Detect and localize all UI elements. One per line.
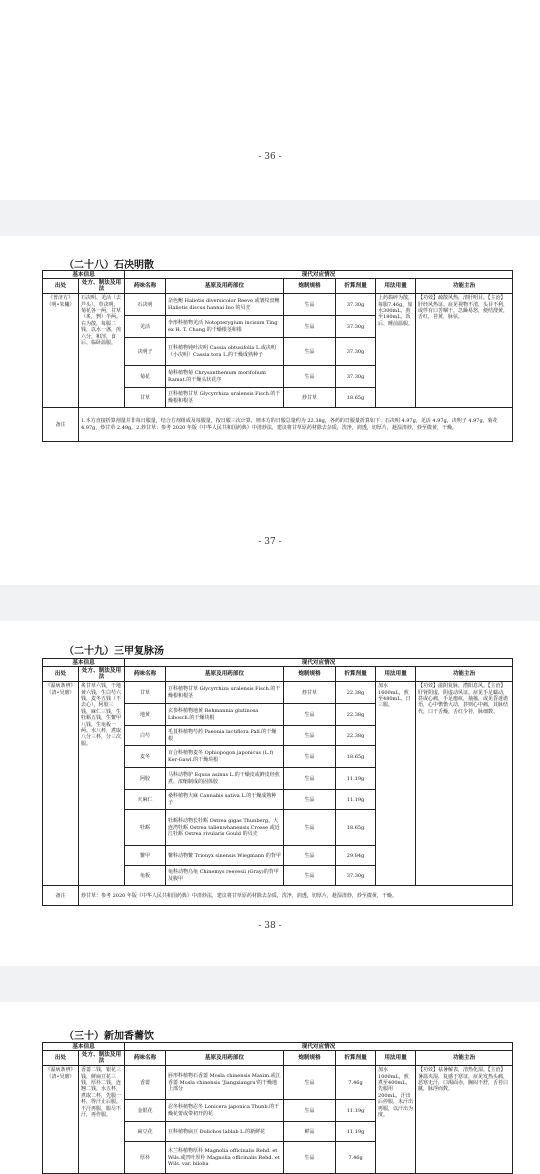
prescription-cell: 香薷二钱，银花三钱，鲜扁豆花三钱，厚朴二钱，连翘二钱。水五杯，煮取二杯，先服一杯，得汗止后服。不汗再服，服尽不汗，再作服。: [79, 1066, 125, 1174]
herb-origin: 鳖科动物鳖 Trionyx sinensis Wiegmann 的背甲: [166, 846, 284, 866]
herb-name: 金银花: [125, 1100, 166, 1122]
herb-origin: 豆科植物甘草 Glycyrrhiza uralensis Fisch.的干燥根和根茎: [166, 388, 284, 408]
herb-dose: 18.65g: [336, 810, 376, 846]
col-header: 基原及用药部位: [166, 279, 284, 294]
col-header: 炮制规格: [284, 279, 336, 294]
table-row: [43, 682, 513, 704]
col-header: 炮制规格: [284, 1051, 336, 1066]
herb-dose: 11.19g: [336, 790, 376, 810]
herb-origin: 豆科植物扁豆 Dolichos lablab L.的新鲜花: [166, 1122, 284, 1142]
herb-dose: 22.38g: [336, 704, 376, 726]
herb-name: 香薷: [125, 1066, 166, 1100]
herb-name: 菊花: [125, 366, 166, 388]
herb-processing: 生品: [284, 768, 336, 790]
herb-name: 甘草: [125, 682, 166, 704]
herb-processing: 炒甘草: [284, 682, 336, 704]
herb-origin: 菊科植物菊 Chrysanthemum morifolium Ramat.的干燥头状花序: [166, 366, 284, 388]
herb-origin: 豆科植物钝叶决明 Cassia obtusifolia L.或决明（小决明）Cassia tora L.的干燥成熟种子: [166, 338, 284, 366]
col-header: 出处: [43, 1051, 79, 1066]
herb-processing: 生品: [284, 704, 336, 726]
herb-origin: 伞形科植物羌活 Notopterygium incisum Ting ex H. T. Chang 的干燥根茎和根: [166, 316, 284, 338]
page-number: - 36 -: [258, 152, 282, 162]
page-number: - 37 -: [258, 537, 282, 547]
herb-processing: 生品: [284, 366, 336, 388]
herb-dose: 37.30g: [336, 294, 376, 316]
herb-name: 鳖甲: [125, 846, 166, 866]
herb-processing: 生品: [284, 846, 336, 866]
herb-dose: 7.46g: [336, 1066, 376, 1100]
herb-dose: 29.84g: [336, 846, 376, 866]
herb-processing: 生品: [284, 316, 336, 338]
herb-name: 地黄: [125, 704, 166, 726]
herb-origin: 龟科动物乌龟 Chinemys reevesii (Gray)的背甲及腹甲: [166, 866, 284, 886]
header-basic: 基本信息: [43, 1043, 125, 1051]
usage-cell: 加水1000mL，煎煮至400mL，先服用200mL，汗出后停服，未汗出再服，以汗出为度。: [376, 1066, 416, 1174]
notes-label: 备注: [43, 886, 79, 906]
herb-name: 甘草: [125, 388, 166, 408]
page-gap: [0, 966, 540, 1002]
column-headers: [43, 667, 513, 682]
herb-origin: 毛茛科植物芍药 Paeonia lactiflora Pall.的干燥根: [166, 726, 284, 746]
herb-processing: 生品: [284, 866, 336, 886]
herb-origin: 木兰科植物厚朴 Magnolia officinalis Rehd. et Wils.或凹叶厚朴 Magnolia officinalis Rehd. et Wils. var. biloba: [166, 1142, 284, 1174]
notes-row: [43, 886, 513, 906]
herb-dose: 7.46g: [336, 1142, 376, 1174]
notes-text: 炒甘草：参考 2020 年版《中华人民共和国药典》中清炒法，建议将甘草原药材除去杂质，洗净，润透，切厚片，趁湿清炒，炒至微黄，干燥。: [79, 886, 513, 906]
header-modern: 现代对应情况: [125, 271, 513, 279]
herb-dose: 11.19g: [336, 1122, 376, 1142]
col-header: 药味名称: [125, 279, 166, 294]
herb-processing: 生品: [284, 1100, 336, 1122]
col-header: 出处: [43, 279, 79, 294]
herb-processing: 生品: [284, 746, 336, 768]
herb-dose: 22.38g: [336, 682, 376, 704]
column-headers: [43, 1051, 513, 1066]
col-header: 出处: [43, 667, 79, 682]
herb-processing: 生品: [284, 790, 336, 810]
col-header: 折算剂量: [336, 667, 376, 682]
herb-dose: 18.65g: [336, 388, 376, 408]
herb-origin: 马科动物驴 Equus asinus L.的干燥皮或鲜皮经煎煮、浓缩制成的固体胶: [166, 768, 284, 790]
col-header: 炮制规格: [284, 667, 336, 682]
usage-cell: 加水1600mL，煎至480mL，日三服。: [376, 682, 416, 886]
herb-name: 石决明: [125, 294, 166, 316]
herb-dose: 37.30g: [336, 338, 376, 366]
usage-cell: 上药捣碎为散，每服7.46g，加水300mL，煎至180mL，饭后、睡前温服。: [376, 294, 416, 408]
herb-dose: 11.19g: [336, 1100, 376, 1122]
formula-table: [42, 270, 513, 442]
herb-processing: 生品: [284, 1066, 336, 1100]
herb-dose: 37.30g: [336, 366, 376, 388]
herb-dose: 11.19g: [336, 768, 376, 790]
herb-name: 龟板: [125, 866, 166, 886]
herb-name: 决明子: [125, 338, 166, 366]
page-gap: [0, 585, 540, 621]
herb-name: 扁豆花: [125, 1122, 166, 1142]
herb-dose: 37.30g: [336, 866, 376, 886]
herb-origin: 桑科植物大麻 Cannabis sativa L.的干燥成熟种子: [166, 790, 284, 810]
header-modern: 现代对应情况: [125, 1043, 513, 1051]
herb-name: 牡蛎: [125, 810, 166, 846]
prescription-cell: 石决明、羌活（去芦头）、草决明、菊花各一两，甘草（炙，剉）半两。右为散，每服二钱，以水一盏，煎六分，和滓，食后、临卧温服。: [79, 294, 125, 408]
herb-name: 厚朴: [125, 1142, 166, 1174]
col-header: 用法用量: [376, 279, 416, 294]
col-header: 功能主治: [416, 667, 513, 682]
herb-name: 阿胶: [125, 768, 166, 790]
herb-name: 羌活: [125, 316, 166, 338]
notes-row: [43, 408, 513, 442]
table-row: [43, 294, 513, 316]
herb-processing: 生品: [284, 810, 336, 846]
col-header: 折算剂量: [336, 1051, 376, 1066]
col-header: 处方、制法及用法: [79, 279, 125, 294]
notes-text: 1.本方直接折算剂量并非每日服量，结合方剂组成及每服量，按日服三次计算，则本方的日服总量约为 22.38g，各药的日服量折算如下：石决明 4.97g，羌活 4.97g，决明子 4.97g，菊花 4.97g，炒甘草 2.49g。2.炒甘草：参考 2020 年版《中华人民共和国药典》中清炒法，建议将甘草原药材除去杂质，洗净，润透，切厚片，趁湿清炒，炒至微黄，干燥。: [79, 408, 513, 442]
header-basic: 基本信息: [43, 659, 125, 667]
herb-processing: 生品: [284, 1142, 336, 1174]
formula-table: [42, 658, 513, 906]
col-header: 基原及用药部位: [166, 1051, 284, 1066]
herb-processing: 生品: [284, 726, 336, 746]
column-headers: [43, 279, 513, 294]
source-cell: 《温病条辨》（清•吴瑭）: [43, 1066, 79, 1174]
source-cell: 《普济方》（明•朱橚）: [43, 294, 79, 408]
herb-processing: 炒甘草: [284, 388, 336, 408]
section-title: （二十八）石决明散: [64, 260, 154, 271]
herb-dose: 18.65g: [336, 746, 376, 768]
col-header: 功能主治: [416, 279, 513, 294]
function-cell: 【功效】祛暑解表，清热化湿。【主治】暑温夹湿，复感于寒证。症见发热头痛，恶寒无汗，口渴面赤，胸闷不舒，舌苔白腻，脉浮而数。: [416, 1066, 513, 1174]
col-header: 用法用量: [376, 667, 416, 682]
section-title: （三十）新加香薷饮: [64, 1031, 154, 1042]
herb-origin: 杂色鲍 Haliotis diversicolor Reeve 或皱纹盘鲍 Haliotis discus hannai Ino 的贝壳: [166, 294, 284, 316]
source-cell: 《温病条辨》（清•吴瑭）: [43, 682, 79, 886]
herb-name: 白芍: [125, 726, 166, 746]
herb-processing: 鲜品: [284, 1122, 336, 1142]
function-cell: 【功效】疏散风热，清肝明目。【主治】肝经风热证。症见视物不清，头目不利，或伴有口苦咽干，急躁易怒，便结溲黄，舌红，苔黄，脉弦。: [416, 294, 513, 408]
herb-origin: 百合科植物麦冬 Ophiopogon japonicus (L.f) Ker-Gawl.的干燥块根: [166, 746, 284, 768]
notes-label: 备注: [43, 408, 79, 442]
col-header: 处方、制法及用法: [79, 667, 125, 682]
formula-table: [42, 1042, 513, 1174]
herb-origin: 唇形科植物石香薷 Mosla chinensis Maxim.或江香薷 Mosla chinensis 'Jiangxiangru'的干燥地上部分: [166, 1066, 284, 1100]
herb-dose: 37.30g: [336, 316, 376, 338]
function-cell: 【功效】滋阴复脉，潜阳息风。【主治】肝肾阴虚，阴虚动风证。症见手足蠕动，甚或心痛，手足瘛疭，抽搐，或见昏迷谵语，心中憺憺大动，甚则心中痛，其脉结代，口干舌燥，舌红少苔，脉细数。: [416, 682, 513, 886]
herb-origin: 牡蛎科动物长牡蛎 Ostrea gigas Thunberg、大连湾牡蛎 Ostrea talienwhanensis Crosse 或近江牡蛎 Ostrea rivularis Gould 的贝壳: [166, 810, 284, 846]
col-header: 处方、制法及用法: [79, 1051, 125, 1066]
herb-name: 火麻仁: [125, 790, 166, 810]
herb-processing: 生品: [284, 294, 336, 316]
header-basic: 基本信息: [43, 271, 125, 279]
col-header: 基原及用药部位: [166, 667, 284, 682]
herb-name: 麦冬: [125, 746, 166, 768]
herb-origin: 忍冬科植物忍冬 Lonicera japonica Thunb.的干燥花蕾或带初开的花: [166, 1100, 284, 1122]
page-number: - 38 -: [258, 921, 282, 931]
table-row: [43, 1066, 513, 1100]
page-gap: [0, 200, 540, 236]
col-header: 药味名称: [125, 667, 166, 682]
prescription-cell: 炙甘草六钱，干地黄六钱，生白芍六钱，麦冬五钱（不去心），阿胶三钱，麻仁三钱，生牡蛎五钱，生鳖甲八钱，生龟板一两。水八杯，煮取八分三杯，分三次服。: [79, 682, 125, 886]
section-title: （二十九）三甲复脉汤: [64, 646, 164, 657]
col-header: 药味名称: [125, 1051, 166, 1066]
herb-processing: 生品: [284, 338, 336, 366]
herb-dose: 22.38g: [336, 726, 376, 746]
herb-origin: 豆科植物甘草 Glycyrrhiza uralensis Fisch.的干燥根和根茎: [166, 682, 284, 704]
col-header: 功能主治: [416, 1051, 513, 1066]
col-header: 用法用量: [376, 1051, 416, 1066]
header-modern: 现代对应情况: [125, 659, 513, 667]
herb-origin: 玄参科植物地黄 Rehmannia glutinosa Libosch.的干燥块根: [166, 704, 284, 726]
col-header: 折算剂量: [336, 279, 376, 294]
